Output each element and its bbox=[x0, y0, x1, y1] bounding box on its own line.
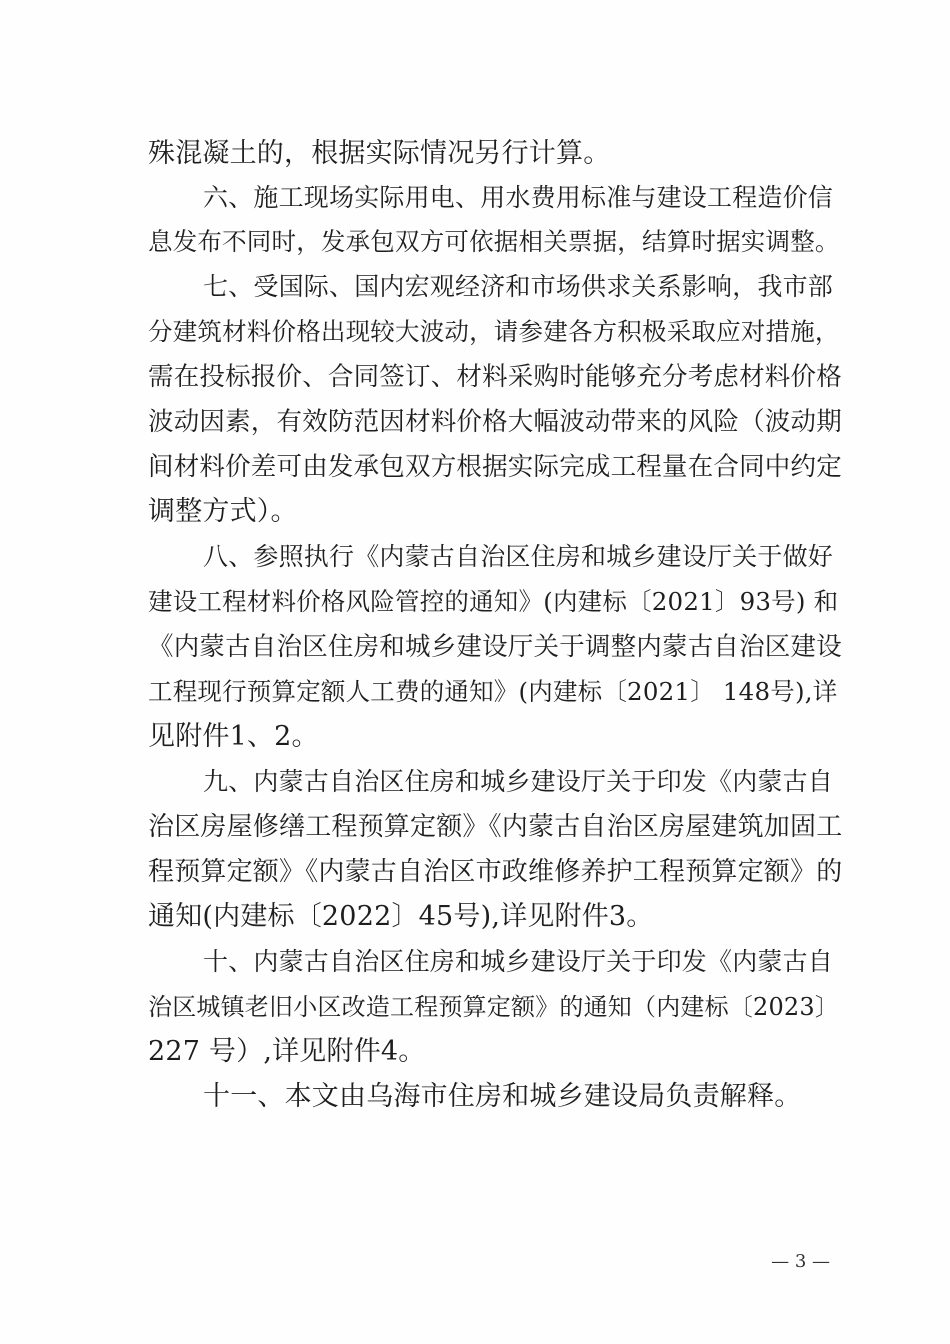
text-line: 工程现行预算定额人工费的通知》(内建标〔2021〕 148号),详 bbox=[148, 677, 838, 706]
text-line: 七、受国际、国内宏观经济和市场供求关系影响，我市部 bbox=[203, 272, 834, 301]
text-line: 波动因素，有效防范因材料价格大幅波动带来的风险（波动期 bbox=[148, 407, 842, 437]
text-line: 治区城镇老旧小区改造工程预算定额》的通知（内建标〔2023〕 bbox=[148, 993, 840, 1021]
text-line: 六、施工现场实际用电、用水费用标准与建设工程造价信 bbox=[203, 183, 834, 212]
text-line: 殊混凝土的，根据实际情况另行计算。 bbox=[148, 138, 611, 169]
page-number bbox=[0, 1250, 950, 1274]
text-line: 息发布不同时，发承包双方可依据相关票据，结算时据实调整。 bbox=[148, 227, 840, 256]
text-line: 分建筑材料价格出现较大波动，请参建各方积极采取应对措施， bbox=[148, 317, 840, 346]
text-line: 十、内蒙古自治区住房和城乡建设厅关于印发《内蒙古自 bbox=[203, 947, 834, 976]
text-line: 治区房屋修缮工程预算定额》《内蒙古自治区房屋建筑加固工 bbox=[148, 812, 843, 842]
text-line: 程预算定额》《内蒙古自治区市政维修养护工程预算定额》的 bbox=[148, 857, 843, 887]
text-line: 227 号）,详见附件4。 bbox=[148, 1036, 426, 1067]
page-number-text: — 3 — bbox=[771, 1251, 830, 1272]
text-line: 调整方式）。 bbox=[148, 496, 298, 527]
text-line: 九、内蒙古自治区住房和城乡建设厅关于印发《内蒙古自 bbox=[203, 767, 834, 796]
text-line: 间材料价差可由发承包双方根据实际完成工程量在合同中约定 bbox=[148, 452, 842, 482]
text-line: 建设工程材料价格风险管控的通知》(内建标〔2021〕93号) 和 bbox=[148, 587, 839, 616]
text-line: 八、参照执行《内蒙古自治区住房和城乡建设厅关于做好 bbox=[203, 542, 834, 571]
text-line: 通知(内建标〔2022〕45号),详见附件3。 bbox=[148, 901, 654, 932]
text-line: 需在投标报价、合同签订、材料采购时能够充分考虑材料价格 bbox=[148, 362, 842, 392]
text-line: 见附件1、2。 bbox=[148, 721, 319, 752]
text-line: 十一、本文由乌海市住房和城乡建设局负责解释。 bbox=[203, 1081, 802, 1112]
text-line: 《内蒙古自治区住房和城乡建设厅关于调整内蒙古自治区建设 bbox=[148, 632, 842, 662]
